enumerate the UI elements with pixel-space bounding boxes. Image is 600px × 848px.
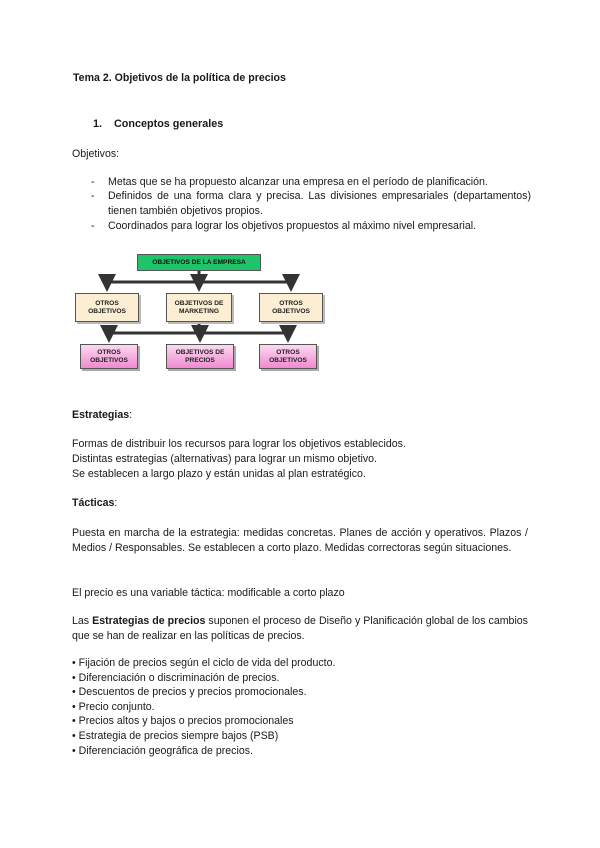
estrategias-heading: Estrategias:	[72, 409, 133, 421]
list-item: • Precios altos y bajos o precios promocionales	[72, 715, 294, 728]
objetivos-label: Objetivos:	[72, 148, 120, 160]
empresa-box: OBJETIVOS DE LA EMPRESA	[137, 254, 261, 271]
list-item: - Metas que se ha propuesto alcanzar una empresa en el período de planificación.	[91, 176, 488, 188]
otros-objetivos-box: OTROS OBJETIVOS	[259, 344, 317, 369]
list-item: • Estrategia de precios siempre bajos (PSB)	[72, 729, 279, 742]
otros-objetivos-box: OTROS OBJETIVOS	[259, 293, 323, 322]
list-item: • Fijación de precios según el ciclo de vida del producto.	[72, 657, 336, 669]
tacticas-heading: Tácticas:	[72, 497, 118, 509]
otros-objetivos-box: OTROS OBJETIVOS	[80, 344, 138, 369]
precio-variable-text: El precio es una variable táctica: modificable a corto plazo	[72, 587, 345, 599]
list-item: • Descuentos de precios y precios promocionales.	[72, 686, 307, 699]
precios-box: OBJETIVOS DE PRECIOS	[166, 344, 234, 369]
list-item: • Diferenciación geográfica de precios.	[72, 744, 253, 757]
tacticas-text: Puesta en marcha de la estrategia: medidas concretas. Planes de acción y operativos. Plazos / Medios / Responsables. Se establecen a corto plazo. Medidas correctoras según situaciones.	[72, 527, 528, 555]
section-title: Conceptos generales	[114, 118, 224, 130]
list-item: - Definidos de una forma clara y precisa. Las divisiones empresariales (departamentos) tienen también objetivos propios.	[91, 190, 531, 217]
pricing-strategies-list	[72, 656, 335, 758]
list-item: • Precio conjunto.	[72, 700, 155, 713]
section-heading	[93, 118, 223, 130]
estrategias-text: Formas de distribuir los recursos para lograr los objetivos establecidos. Distintas estrategias (alternativas) para lograr un mismo objetivo. Se establecen a largo plazo y están unidas al plan estratégico.	[72, 438, 406, 481]
objectives-diagram	[70, 245, 332, 380]
estrategias-precios-text: Las Estrategias de precios suponen el proceso de Diseño y Planificación global de los cambios que se han de realizar en las políticas de precios.	[72, 615, 528, 643]
document-title: Tema 2. Objetivos de la política de precios	[73, 72, 286, 84]
list-item: • Diferenciación o discriminación de precios.	[72, 671, 280, 684]
section-number: 1.	[93, 118, 103, 130]
list-item: - Coordinados para lograr los objetivos propuestos al máximo nivel empresarial.	[91, 220, 477, 232]
otros-objetivos-box: OTROS OBJETIVOS	[75, 293, 139, 322]
marketing-box: OBJETIVOS DE MARKETING	[166, 293, 232, 322]
